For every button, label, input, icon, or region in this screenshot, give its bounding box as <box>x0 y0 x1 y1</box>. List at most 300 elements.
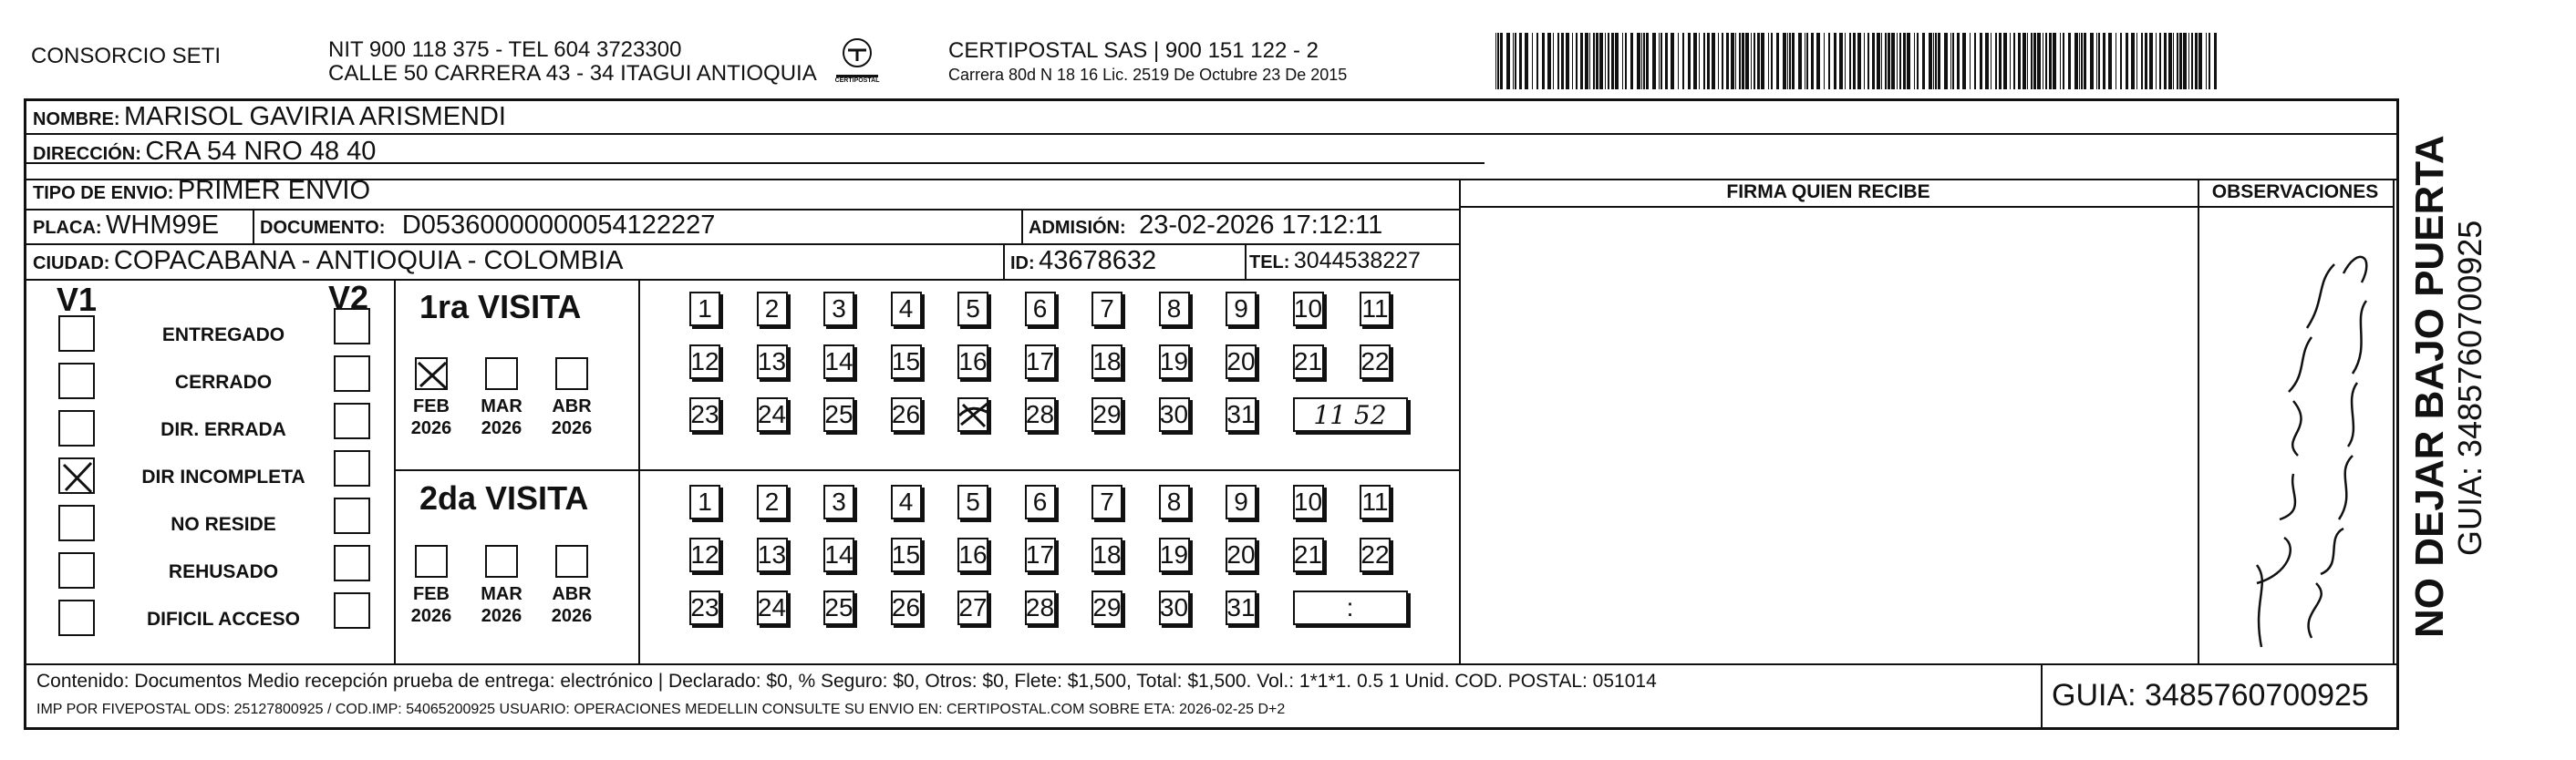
day-box[interactable] <box>957 397 988 432</box>
barcode-bar <box>2141 33 2143 89</box>
barcode-bar <box>2084 33 2086 89</box>
day-box[interactable]: 13 <box>757 538 788 572</box>
barcode-bar <box>1643 33 1645 89</box>
day-box[interactable]: 2 <box>757 485 788 519</box>
footer-contenido: Contenido: Documentos Medio recepción prueba de entrega: electrónico | Declarado: $0, % Seguro: $0, Otros: $0, Flete: $1,500, Total: $1,500. Vol.: 1*1*1. 0.5 1 Unid. COD. POSTAL: 051014 <box>36 671 1657 692</box>
barcode-bar <box>1864 33 1865 89</box>
day-box[interactable]: 4 <box>891 292 922 326</box>
day-box[interactable]: 22 <box>1360 538 1391 572</box>
day-box[interactable]: 8 <box>1159 485 1190 519</box>
barcode-bar <box>1630 33 1633 89</box>
month-name: ABR <box>552 584 592 604</box>
barcode-bar <box>1907 33 1910 89</box>
barcode-bar <box>1787 33 1788 89</box>
status-label: REHUSADO <box>168 561 279 582</box>
barcode-bar <box>2060 33 2061 89</box>
barcode-bar <box>1745 33 1749 89</box>
month-name: ABR <box>552 396 592 416</box>
barcode-bar <box>2206 33 2207 89</box>
barcode-bar <box>1950 33 1951 89</box>
barcode-bar <box>1553 33 1554 89</box>
placa-cell <box>33 211 219 241</box>
barcode-bar <box>1589 33 1590 89</box>
barcode-bar <box>2159 33 2161 89</box>
month-checkbox[interactable] <box>415 545 448 578</box>
tipo-row <box>33 176 370 206</box>
barcode-bar <box>2090 33 2094 89</box>
day-box[interactable]: 30 <box>1159 397 1190 432</box>
day-box[interactable]: 22 <box>1360 344 1391 379</box>
status-label: DIFICIL ACCESO <box>146 609 300 630</box>
side-guia: GUIA: 3485760700925 <box>2451 220 2488 556</box>
barcode-bar <box>1789 33 1791 89</box>
barcode-bar <box>2031 33 2033 89</box>
barcode-bar <box>1881 33 1882 89</box>
month-checkbox[interactable] <box>415 357 448 390</box>
observaciones-label: OBSERVACIONES <box>2211 181 2379 202</box>
v2-checkbox[interactable] <box>334 403 370 439</box>
day-box[interactable]: 24 <box>757 397 788 432</box>
day-box[interactable]: 11 <box>1360 485 1391 519</box>
barcode-bar <box>1611 33 1614 89</box>
barcode-bar <box>2049 33 2052 89</box>
month-label <box>544 583 599 627</box>
barcode-bar <box>2010 33 2011 89</box>
barcode-bar <box>2149 33 2153 89</box>
ciudad-value: COPACABANA - ANTIOQUIA - COLOMBIA <box>113 246 624 275</box>
barcode-bar <box>2108 33 2112 89</box>
status-label: CERRADO <box>174 372 273 393</box>
firma-label: FIRMA QUIEN RECIBE <box>1726 181 1930 202</box>
time-box[interactable]: 11 52 <box>1293 397 1408 432</box>
documento-cell <box>260 211 715 241</box>
barcode-bar <box>1757 33 1760 89</box>
v1-checkbox[interactable] <box>58 315 95 352</box>
barcode-bar <box>1515 33 1516 89</box>
barcode-bar <box>1776 33 1779 89</box>
day-box[interactable]: 3 <box>823 485 854 519</box>
barcode-bar <box>2023 33 2026 89</box>
day-box[interactable]: 10 <box>1293 485 1324 519</box>
barcode-bar <box>2096 33 2097 89</box>
barcode-bar <box>1605 33 1606 89</box>
barcode-bar <box>1872 33 1875 89</box>
day-box[interactable]: 16 <box>957 538 988 572</box>
day-box[interactable]: 23 <box>689 397 720 432</box>
barcode-bar <box>1726 33 1729 89</box>
v1-label: V1 <box>57 281 98 318</box>
day-box[interactable]: 9 <box>1226 292 1257 326</box>
barcode-bar <box>1761 33 1764 89</box>
barcode-bar <box>2179 33 2182 89</box>
barcode-bar <box>2033 33 2036 89</box>
day-box[interactable]: 6 <box>1025 485 1056 519</box>
day-box[interactable]: 8 <box>1159 292 1190 326</box>
barcode-bar <box>2195 33 2198 89</box>
documento-label: DOCUMENTO: <box>260 218 386 238</box>
barcode-bar <box>1682 33 1684 89</box>
barcode-bar <box>1532 33 1533 89</box>
day-box[interactable]: 30 <box>1159 591 1190 625</box>
day-box[interactable]: 14 <box>823 538 854 572</box>
day-box[interactable]: 3 <box>823 292 854 326</box>
barcode-bar <box>1962 33 1966 89</box>
day-box[interactable]: 31 <box>1226 397 1257 432</box>
tel-cell <box>1249 248 1421 274</box>
v2-checkbox[interactable] <box>334 545 370 581</box>
day-box[interactable]: 15 <box>891 344 922 379</box>
certipostal-logo <box>834 35 880 89</box>
day-box[interactable]: 2 <box>757 292 788 326</box>
day-box[interactable]: 29 <box>1091 591 1122 625</box>
barcode-bar <box>1995 33 1997 89</box>
barcode-bar <box>1888 33 1890 89</box>
v2-checkbox[interactable] <box>334 498 370 534</box>
barcode-bar <box>1824 33 1825 89</box>
first-visit-title: 1ra VISITA <box>419 288 582 325</box>
day-box[interactable]: 31 <box>1226 591 1257 625</box>
day-box[interactable]: 25 <box>823 397 854 432</box>
month-year: 2026 <box>410 418 452 438</box>
barcode-bar <box>1495 33 1496 89</box>
barcode-bar <box>1899 33 1901 89</box>
barcode-bar <box>1622 33 1623 89</box>
day-box[interactable]: 14 <box>823 344 854 379</box>
barcode-bar <box>2177 33 2178 89</box>
footer-guia: GUIA: 3485760700925 <box>2052 678 2369 713</box>
day-box[interactable]: 21 <box>1293 344 1324 379</box>
barcode-bar <box>1572 33 1573 89</box>
nombre-value: MARISOL GAVIRIA ARISMENDI <box>124 102 506 131</box>
footer-imp: IMP POR FIVEPOSTAL ODS: 25127800925 / COD.IMP: 54065200925 USUARIO: OPERACIONES MEDELLIN CONSULTE SU ENVIO EN: CERTIPOSTAL.COM SOBRE ETA: 2026-02-25 D+2 <box>36 702 1286 717</box>
barcode-bar <box>1974 33 1976 89</box>
side-warning: NO DEJAR BAJO PUERTA <box>2407 135 2452 638</box>
month-name: FEB <box>413 584 450 604</box>
barcode-bar <box>1688 33 1691 89</box>
barcode-bar <box>1783 33 1786 89</box>
barcode-bar <box>1731 33 1734 89</box>
barcode-bar <box>1853 33 1856 89</box>
day-box[interactable]: 11 <box>1360 292 1391 326</box>
barcode-bar <box>1500 33 1503 89</box>
ciudad-cell <box>33 246 624 276</box>
barcode-bar <box>1816 33 1820 89</box>
barcode-bar <box>2013 33 2015 89</box>
barcode-bar <box>1771 33 1773 89</box>
tel-value: 3044538227 <box>1293 248 1421 273</box>
barcode-bar <box>1580 33 1583 89</box>
barcode-bar <box>1519 33 1522 89</box>
barcode-bar <box>1828 33 1830 89</box>
barcode-bar <box>2131 33 2135 89</box>
v2-checkbox[interactable] <box>334 308 370 344</box>
barcode-bar <box>1513 33 1514 89</box>
barcode-bar <box>2209 33 2210 89</box>
status-label: NO RESIDE <box>171 514 276 535</box>
month-checkbox[interactable] <box>485 357 518 390</box>
barcode-bar <box>1646 33 1649 89</box>
barcode-bar <box>1506 33 1510 89</box>
barcode-bar <box>1576 33 1578 89</box>
barcode-bar <box>2126 33 2128 89</box>
barcode-bar <box>1933 33 1934 89</box>
day-box[interactable]: 5 <box>957 292 988 326</box>
barcode-bar <box>1985 33 1989 89</box>
barcode-bar <box>1561 33 1564 89</box>
day-box[interactable]: 17 <box>1025 344 1056 379</box>
id-label: ID: <box>1010 253 1035 273</box>
barcode-bar <box>1693 33 1697 89</box>
barcode-bar <box>1867 33 1869 89</box>
day-box[interactable]: 7 <box>1091 485 1122 519</box>
barcode-bar <box>1742 33 1744 89</box>
day-box[interactable]: 12 <box>689 538 720 572</box>
v2-checkbox[interactable] <box>334 355 370 392</box>
barcode-bar <box>1722 33 1723 89</box>
nit-line-2: CALLE 50 CARRERA 43 - 34 ITAGUI ANTIOQUIA <box>328 61 817 86</box>
day-box[interactable]: 25 <box>823 591 854 625</box>
barcode-bar <box>1897 33 1898 89</box>
direccion-value: CRA 54 NRO 48 40 <box>145 137 377 166</box>
day-box[interactable]: 24 <box>757 591 788 625</box>
barcode-bar <box>2098 33 2100 89</box>
barcode-bar <box>1660 33 1662 89</box>
nombre-label: NOMBRE: <box>33 109 120 129</box>
barcode-bar <box>1914 33 1915 89</box>
barcode-bar <box>1712 33 1715 89</box>
barcode-bar <box>2027 33 2028 89</box>
barcode-bar <box>1566 33 1569 89</box>
barcode-bar <box>1768 33 1769 89</box>
day-box[interactable]: 13 <box>757 344 788 379</box>
barcode-bar <box>1857 33 1861 89</box>
day-box[interactable]: 6 <box>1025 292 1056 326</box>
barcode-bar <box>1751 33 1752 89</box>
day-box[interactable]: 19 <box>1159 538 1190 572</box>
barcode-bar <box>2191 33 2193 89</box>
barcode-bar <box>2053 33 2056 89</box>
barcode-bar <box>1917 33 1919 89</box>
barcode-bar <box>2079 33 2080 89</box>
day-box[interactable]: 23 <box>689 591 720 625</box>
certipostal-line-1: CERTIPOSTAL SAS | 900 151 122 - 2 <box>948 38 1319 63</box>
direccion-row <box>33 137 376 167</box>
admision-cell <box>1029 211 1382 241</box>
tipo-value: PRIMER ENVIO <box>177 176 371 205</box>
day-box[interactable]: 21 <box>1293 538 1324 572</box>
v1-checkbox[interactable] <box>58 410 95 447</box>
barcode-bar <box>1699 33 1700 89</box>
barcode-bar <box>1834 33 1836 89</box>
day-box[interactable]: 20 <box>1226 344 1257 379</box>
barcode-bar <box>1525 33 1528 89</box>
day-box[interactable]: 29 <box>1091 397 1122 432</box>
barcode-bar <box>1596 33 1598 89</box>
barcode-bar <box>1798 33 1802 89</box>
status-label: DIR. ERRADA <box>160 419 286 440</box>
month-year: 2026 <box>481 606 522 626</box>
month-year: 2026 <box>481 418 522 438</box>
v1-checkbox[interactable] <box>58 600 95 636</box>
barcode-bar <box>1944 33 1948 89</box>
tipo-label: TIPO DE ENVIO: <box>33 183 174 203</box>
barcode-bar <box>1497 33 1499 89</box>
v2-label: V2 <box>328 279 369 316</box>
barcode-bar <box>2156 33 2157 89</box>
barcode-bar <box>1811 33 1814 89</box>
month-label <box>474 395 529 439</box>
v1-checkbox[interactable] <box>58 457 95 494</box>
barcode-bar <box>1845 33 1846 89</box>
barcode-bar <box>1970 33 1971 89</box>
barcode-bar <box>2173 33 2174 89</box>
month-year: 2026 <box>410 606 452 626</box>
admision-label: ADMISIÓN: <box>1029 218 1126 238</box>
direccion-label: DIRECCIÓN: <box>33 144 141 164</box>
day-box[interactable]: 18 <box>1091 538 1122 572</box>
month-year: 2026 <box>551 606 593 626</box>
day-box[interactable]: 5 <box>957 485 988 519</box>
nombre-row <box>33 102 506 132</box>
barcode-bar <box>1952 33 1954 89</box>
barcode-bar <box>2120 33 2122 89</box>
month-name: MAR <box>481 584 522 604</box>
month-label <box>404 395 459 439</box>
month-checkbox[interactable] <box>555 545 588 578</box>
barcode-bar <box>1585 33 1588 89</box>
month-checkbox[interactable] <box>555 357 588 390</box>
barcode-bar <box>1839 33 1843 89</box>
day-box[interactable]: 26 <box>891 397 922 432</box>
barcode-bar <box>1938 33 1940 89</box>
day-box[interactable]: 27 <box>957 591 988 625</box>
barcode-bar <box>2003 33 2007 89</box>
barcode-bar <box>1739 33 1741 89</box>
day-box[interactable]: 9 <box>1226 485 1257 519</box>
status-label: DIR INCOMPLETA <box>141 467 305 488</box>
v1-checkbox[interactable] <box>58 363 95 399</box>
v2-checkbox[interactable] <box>334 592 370 629</box>
admision-value: 23-02-2026 17:12:11 <box>1139 211 1383 240</box>
id-cell <box>1010 246 1156 276</box>
barcode-bar <box>1547 33 1551 89</box>
barcode-bar <box>1665 33 1668 89</box>
day-box[interactable]: 10 <box>1293 292 1324 326</box>
barcode-bar <box>1671 33 1674 89</box>
barcode-bar <box>1625 33 1627 89</box>
tel-label: TEL: <box>1249 252 1290 272</box>
barcode-bar <box>1792 33 1795 89</box>
day-box[interactable]: 18 <box>1091 344 1122 379</box>
id-value: 43678632 <box>1039 246 1157 275</box>
barcode <box>1495 29 2225 93</box>
barcode-bar <box>1536 33 1538 89</box>
barcode-bar <box>2037 33 2041 89</box>
company-name: CONSORCIO SETI <box>31 44 222 68</box>
barcode-bar <box>1891 33 1895 89</box>
day-box[interactable]: 17 <box>1025 538 1056 572</box>
day-box[interactable]: 4 <box>891 485 922 519</box>
day-box[interactable]: 15 <box>891 538 922 572</box>
v2-checkbox[interactable] <box>334 450 370 487</box>
barcode-bar <box>1885 33 1887 89</box>
barcode-bar <box>1608 33 1609 89</box>
barcode-bar <box>1735 33 1736 89</box>
documento-value: D05360000000054122227 <box>401 211 716 240</box>
nit-line-1: NIT 900 118 375 - TEL 604 3723300 <box>328 37 682 62</box>
month-label <box>404 583 459 627</box>
barcode-bar <box>2018 33 2021 89</box>
barcode-bar <box>1935 33 1937 89</box>
day-box[interactable]: 20 <box>1226 538 1257 572</box>
barcode-bar <box>1903 33 1906 89</box>
day-box[interactable]: 28 <box>1025 397 1056 432</box>
second-visit-title: 2da VISITA <box>419 479 589 517</box>
barcode-bar <box>2103 33 2105 89</box>
barcode-bar <box>1718 33 1719 89</box>
barcode-bar <box>1707 33 1710 89</box>
barcode-bar <box>2045 33 2047 89</box>
barcode-bar <box>1703 33 1705 89</box>
day-box[interactable]: 19 <box>1159 344 1190 379</box>
barcode-bar <box>1980 33 1982 89</box>
barcode-bar <box>2198 33 2202 89</box>
barcode-bar <box>2188 33 2189 89</box>
barcode-bar <box>1754 33 1755 89</box>
barcode-bar <box>2164 33 2167 89</box>
day-box[interactable]: 12 <box>689 344 720 379</box>
barcode-bar <box>1806 33 1808 89</box>
barcode-bar <box>2145 33 2147 89</box>
time-box[interactable]: : <box>1293 591 1408 625</box>
barcode-bar <box>1999 33 2002 89</box>
barcode-bar <box>1849 33 1851 89</box>
day-box[interactable]: 26 <box>891 591 922 625</box>
day-box[interactable]: 7 <box>1091 292 1122 326</box>
barcode-bar <box>2214 33 2217 89</box>
barcode-bar <box>2068 33 2071 89</box>
placa-label: PLACA: <box>33 218 102 238</box>
day-box[interactable]: 1 <box>689 485 720 519</box>
day-box[interactable]: 16 <box>957 344 988 379</box>
barcode-bar <box>1659 33 1660 89</box>
barcode-bar <box>1542 33 1545 89</box>
barcode-bar <box>1678 33 1679 89</box>
month-name: FEB <box>413 396 450 416</box>
month-checkbox[interactable] <box>485 545 518 578</box>
barcode-bar <box>1615 33 1619 89</box>
barcode-bar <box>2136 33 2137 89</box>
observations-handwriting <box>2207 219 2389 656</box>
logo-text: CERTIPOSTAL <box>834 77 880 84</box>
barcode-bar <box>2168 33 2172 89</box>
barcode-bar <box>1929 33 1932 89</box>
v1-checkbox[interactable] <box>58 505 95 541</box>
placa-value: WHM99E <box>106 211 220 240</box>
day-box[interactable]: 28 <box>1025 591 1056 625</box>
barcode-bar <box>1593 33 1595 89</box>
barcode-bar <box>1599 33 1603 89</box>
barcode-bar <box>2074 33 2078 89</box>
barcode-bar <box>1877 33 1880 89</box>
barcode-bar <box>2081 33 2083 89</box>
day-box[interactable]: 1 <box>689 292 720 326</box>
month-year: 2026 <box>551 418 593 438</box>
barcode-bar <box>1922 33 1925 89</box>
status-label: ENTREGADO <box>161 324 285 345</box>
barcode-bar <box>1557 33 1559 89</box>
v1-checkbox[interactable] <box>58 552 95 589</box>
